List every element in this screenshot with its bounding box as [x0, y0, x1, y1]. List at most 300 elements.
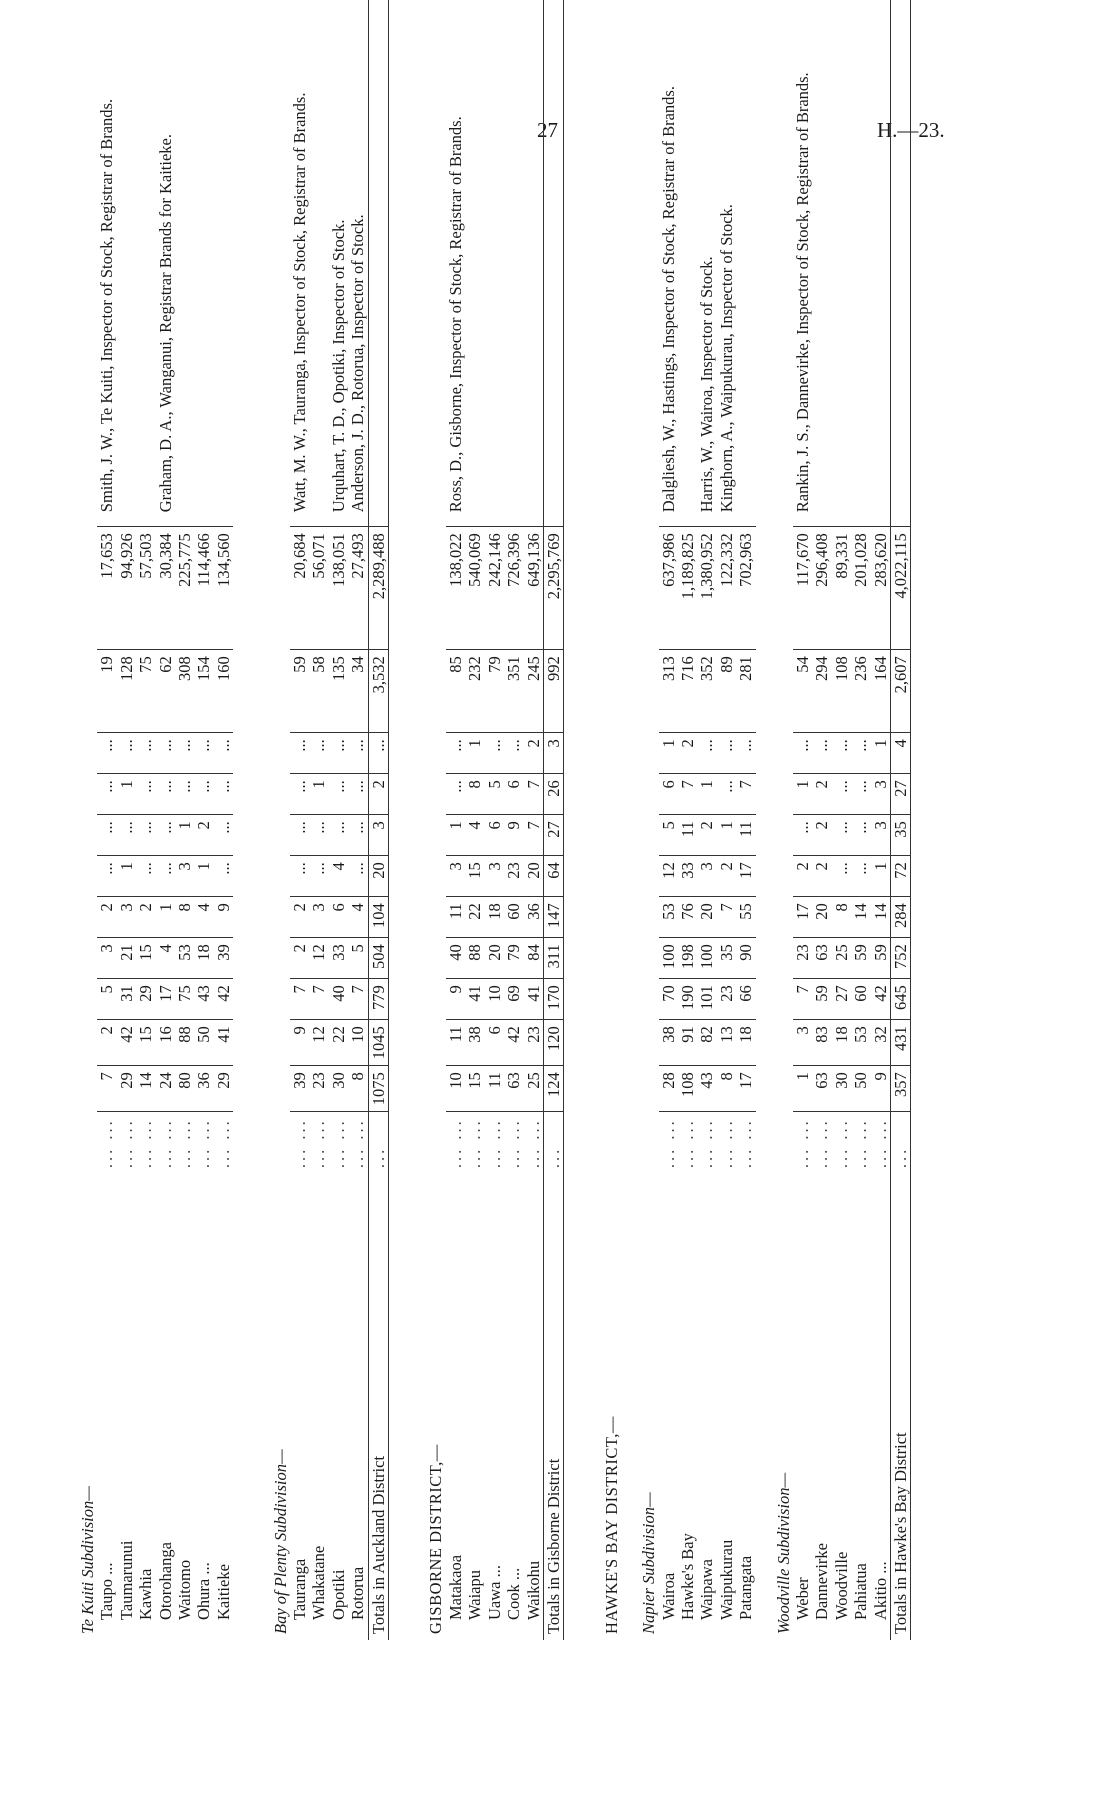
inspector-empty	[678, 0, 697, 527]
leader-dots: ... ...	[736, 1118, 756, 1169]
count-cell: 6	[504, 774, 523, 815]
count-cell: 4	[156, 938, 175, 979]
count-cell: 59	[871, 938, 891, 979]
count-cell: ...	[697, 733, 716, 774]
count-cell: 29	[117, 1066, 136, 1112]
count-cell: ...	[446, 733, 465, 774]
count-cell: 1	[871, 733, 891, 774]
count-cell: ...	[832, 733, 851, 774]
count-cell: 80	[175, 1066, 194, 1112]
table-row	[678, 0, 697, 1640]
count-cell: 5	[97, 979, 116, 1020]
county-name: Akitio ...	[870, 1561, 890, 1620]
count-cell: 1045	[368, 1020, 388, 1066]
owners-total-cell: 236	[851, 650, 870, 733]
count-cell: 25	[524, 1066, 544, 1112]
count-cell: 91	[678, 1020, 697, 1066]
county-name: Cook ...	[504, 1567, 524, 1620]
count-cell: ...	[156, 856, 175, 897]
count-cell: 7	[717, 897, 736, 938]
count-cell: 12	[659, 856, 678, 897]
count-cell: 1	[156, 897, 175, 938]
sheep-total-cell: 94,926	[117, 527, 136, 650]
count-cell: ...	[832, 856, 851, 897]
count-cell: 10	[446, 1066, 465, 1112]
inspector-note: Ross, D., Gisborne, Inspector of Stock, Registrar of Brands.	[445, 116, 465, 513]
leader-dots: ... ...	[831, 1118, 851, 1169]
count-cell: 17	[156, 979, 175, 1020]
count-cell: 14	[871, 897, 891, 938]
county-name: Waikohu	[523, 1560, 543, 1620]
count-cell: 3	[871, 815, 891, 856]
count-cell: 752	[890, 938, 910, 979]
county-name: Taumarunui	[116, 1540, 136, 1620]
district-heading: GISBORNE DISTRICT,—	[426, 1444, 446, 1634]
count-cell: 431	[890, 1020, 910, 1066]
count-cell: 4	[329, 856, 348, 897]
count-cell: 11	[485, 1066, 504, 1112]
count-cell: 53	[851, 1020, 870, 1066]
count-cell: 15	[465, 1066, 484, 1112]
count-cell: ...	[348, 856, 368, 897]
inspector-empty	[194, 0, 213, 527]
table-row	[524, 0, 544, 1640]
subdivision-heading: Woodville Subdivision—	[773, 1472, 793, 1634]
count-cell: 3	[446, 856, 465, 897]
count-cell: 1	[659, 733, 678, 774]
count-cell: 2	[697, 815, 716, 856]
inspector-empty	[890, 0, 910, 527]
count-cell: 38	[465, 1020, 484, 1066]
count-cell: ...	[309, 815, 328, 856]
table-row	[290, 0, 309, 1640]
count-cell: 9	[446, 979, 465, 1020]
county-name: Dannevirke	[812, 1543, 832, 1620]
owners-total-cell: 79	[485, 650, 504, 733]
count-cell: 41	[214, 1020, 233, 1066]
count-cell: 27	[543, 815, 563, 856]
count-cell: 35	[890, 815, 910, 856]
owners-total-cell: 245	[524, 650, 544, 733]
inspector-empty	[175, 0, 194, 527]
leader-dots: ... ...	[155, 1118, 175, 1169]
owners-total-cell: 58	[309, 650, 328, 733]
count-cell: 3	[697, 856, 716, 897]
count-cell: ...	[97, 774, 116, 815]
count-cell: 2	[717, 856, 736, 897]
count-cell: 20	[697, 897, 716, 938]
count-cell: ...	[851, 733, 870, 774]
count-cell: 15	[465, 856, 484, 897]
sheep-total-cell: 138,022	[446, 527, 465, 650]
count-cell: 15	[136, 938, 155, 979]
leader-dots: ... ...	[677, 1118, 697, 1169]
count-cell: 11	[678, 815, 697, 856]
count-cell: 88	[465, 938, 484, 979]
sheep-total-cell: 296,408	[812, 527, 831, 650]
table-row	[736, 0, 755, 1640]
count-cell: 17	[736, 1066, 755, 1112]
count-cell: ...	[329, 774, 348, 815]
owners-total-cell: 164	[871, 650, 891, 733]
count-cell: 8	[717, 1066, 736, 1112]
count-cell: 53	[175, 938, 194, 979]
count-cell: 1	[117, 774, 136, 815]
owners-total-cell: 716	[678, 650, 697, 733]
count-cell: 16	[156, 1020, 175, 1066]
count-cell: ...	[717, 774, 736, 815]
count-cell: 3	[175, 856, 194, 897]
count-cell: 7	[678, 774, 697, 815]
count-cell: 32	[871, 1020, 891, 1066]
count-cell: ...	[832, 815, 851, 856]
sheep-total-cell: 117,670	[793, 527, 812, 650]
inspector-empty	[504, 0, 523, 527]
count-cell: 33	[678, 856, 697, 897]
count-cell: 3	[543, 733, 563, 774]
count-cell: ...	[290, 774, 309, 815]
count-cell: 59	[851, 938, 870, 979]
count-cell: ...	[136, 856, 155, 897]
count-cell: 11	[736, 815, 755, 856]
count-cell: 23	[717, 979, 736, 1020]
count-cell: 2	[194, 815, 213, 856]
count-cell: 42	[871, 979, 891, 1020]
count-cell: 84	[524, 938, 544, 979]
count-cell: 60	[851, 979, 870, 1020]
leader-dots: ... ...	[445, 1118, 465, 1169]
count-cell: 59	[812, 979, 831, 1020]
count-cell: 1075	[368, 1066, 388, 1112]
count-cell: 7	[290, 979, 309, 1020]
sheep-total-cell: 540,069	[465, 527, 484, 650]
county-name: Pahiatua	[851, 1563, 871, 1620]
inspector-note: Kinghorn, A., Waipukurau, Inspector of Stock.	[716, 204, 736, 513]
count-cell: ...	[156, 733, 175, 774]
owners-total-cell: 62	[156, 650, 175, 733]
county-name: Waiapu	[465, 1570, 485, 1620]
inspector-empty	[851, 0, 870, 527]
count-cell: ...	[175, 733, 194, 774]
count-cell: ...	[117, 733, 136, 774]
leader-dots: ...	[890, 1112, 910, 1174]
sheep-total-cell: 114,466	[194, 527, 213, 650]
owners-total-cell: 351	[504, 650, 523, 733]
owners-total-cell: 294	[812, 650, 831, 733]
count-cell: 3	[97, 938, 116, 979]
count-cell: 23	[524, 1020, 544, 1066]
count-cell: 9	[214, 897, 233, 938]
count-cell: ...	[156, 815, 175, 856]
table-row	[871, 0, 891, 1640]
count-cell: 3	[117, 897, 136, 938]
count-cell: 82	[697, 1020, 716, 1066]
count-cell: 2	[368, 774, 388, 815]
count-cell: 2	[678, 733, 697, 774]
count-cell: 357	[890, 1066, 910, 1112]
count-cell: 13	[717, 1020, 736, 1066]
count-cell: 2	[136, 897, 155, 938]
inspector-empty	[812, 0, 831, 527]
count-cell: 42	[117, 1020, 136, 1066]
table-row	[504, 0, 523, 1640]
owners-total-cell: 308	[175, 650, 194, 733]
count-cell: ...	[348, 815, 368, 856]
owners-total-cell: 160	[214, 650, 233, 733]
table-row	[832, 0, 851, 1640]
count-cell: 2	[290, 897, 309, 938]
count-cell: 33	[329, 938, 348, 979]
leader-dots: ... ...	[290, 1118, 310, 1169]
count-cell: 100	[697, 938, 716, 979]
county-name: Kawhia	[136, 1568, 156, 1620]
count-cell: 3	[871, 774, 891, 815]
inspector-empty	[871, 0, 891, 527]
count-cell: 36	[194, 1066, 213, 1112]
owners-total-cell: 154	[194, 650, 213, 733]
inspector-empty	[832, 0, 851, 527]
document-code: H.—23.	[877, 118, 945, 142]
sheep-total-cell: 27,493	[348, 527, 368, 650]
county-name: Kaitieke	[213, 1564, 233, 1620]
leader-dots: ... ...	[213, 1118, 233, 1169]
count-cell: 504	[368, 938, 388, 979]
count-cell: 11	[446, 1020, 465, 1066]
page-number: 27	[537, 118, 558, 142]
count-cell: 7	[524, 815, 544, 856]
sheep-total-cell: 134,560	[214, 527, 233, 650]
county-name: Waipawa	[697, 1559, 717, 1620]
count-cell: 2	[812, 815, 831, 856]
count-cell: 7	[524, 774, 544, 815]
count-cell: 1	[175, 815, 194, 856]
subdivision-row	[756, 0, 793, 1640]
count-cell: 2	[524, 733, 544, 774]
leader-dots: ... ...	[870, 1118, 890, 1169]
count-cell: 104	[368, 897, 388, 938]
count-cell: ...	[329, 815, 348, 856]
count-cell: 3	[309, 897, 328, 938]
county-name: Wairoa	[658, 1572, 678, 1620]
count-cell: 2	[793, 856, 812, 897]
leader-dots: ... ...	[97, 1118, 117, 1169]
count-cell: 10	[348, 1020, 368, 1066]
count-cell: 12	[309, 938, 328, 979]
inspector-empty	[309, 0, 328, 527]
count-cell: 10	[485, 979, 504, 1020]
count-cell: 1	[194, 856, 213, 897]
inspector-note: Rankin, J. S., Dannevirke, Inspector of Stock, Registrar of Brands.	[792, 72, 812, 513]
count-cell: 4	[348, 897, 368, 938]
count-cell: 29	[136, 979, 155, 1020]
count-cell: 4	[465, 815, 484, 856]
count-cell: 1	[717, 815, 736, 856]
count-cell: 72	[890, 856, 910, 897]
count-cell: 2	[812, 774, 831, 815]
count-cell: ...	[504, 733, 523, 774]
county-name: Weber	[792, 1577, 812, 1620]
count-cell: ...	[97, 856, 116, 897]
owners-total-cell: 34	[348, 650, 368, 733]
count-cell: 9	[290, 1020, 309, 1066]
count-cell: ...	[214, 815, 233, 856]
leader-dots: ... ...	[465, 1118, 485, 1169]
sheep-total-cell: 702,963	[736, 527, 755, 650]
count-cell: 38	[659, 1020, 678, 1066]
inspector-note: Graham, D. A., Wanganui, Registrar Brands for Kaitieke.	[155, 134, 175, 513]
district-row	[584, 0, 621, 1640]
leader-dots: ... ...	[697, 1118, 717, 1169]
owners-total-cell: 54	[793, 650, 812, 733]
count-cell: 50	[851, 1066, 870, 1112]
sheep-total-cell: 242,146	[485, 527, 504, 650]
sheep-total-cell: 138,051	[329, 527, 348, 650]
count-cell: 60	[504, 897, 523, 938]
count-cell: ...	[136, 733, 155, 774]
count-cell: 50	[194, 1020, 213, 1066]
count-cell: 2	[97, 1020, 116, 1066]
subdivision-row	[60, 0, 97, 1640]
total-row	[890, 0, 910, 1640]
count-cell: ...	[290, 856, 309, 897]
owners-total-cell: 59	[290, 650, 309, 733]
count-cell: 2	[97, 897, 116, 938]
count-cell: 14	[136, 1066, 155, 1112]
count-cell: 108	[678, 1066, 697, 1112]
count-cell: 311	[543, 938, 563, 979]
count-cell: 70	[659, 979, 678, 1020]
table-row	[175, 0, 194, 1640]
county-name: Ohura ...	[194, 1562, 214, 1620]
inspector-note: Watt, M. W., Tauranga, Inspector of Stock, Registrar of Brands.	[290, 92, 310, 513]
county-name: Uawa ...	[484, 1565, 504, 1620]
count-cell: 9	[871, 1066, 891, 1112]
count-cell: 64	[543, 856, 563, 897]
leader-dots: ...	[368, 1112, 388, 1174]
leader-dots: ... ...	[309, 1118, 329, 1169]
count-cell: ...	[348, 733, 368, 774]
leader-dots: ... ...	[484, 1118, 504, 1169]
inspector-empty	[736, 0, 755, 527]
sheep-total-cell: 1,380,952	[697, 527, 716, 650]
table-row	[812, 0, 831, 1640]
sheep-total-cell: 637,986	[659, 527, 678, 650]
count-cell: ...	[812, 733, 831, 774]
leader-dots: ... ...	[328, 1118, 348, 1169]
owners-total-cell: 128	[117, 650, 136, 733]
inspector-empty	[465, 0, 484, 527]
count-cell: 14	[851, 897, 870, 938]
count-cell: 5	[348, 938, 368, 979]
count-cell: 28	[659, 1066, 678, 1112]
count-cell: ...	[793, 733, 812, 774]
table-row	[329, 0, 348, 1640]
count-cell: ...	[290, 815, 309, 856]
leader-dots: ... ...	[851, 1118, 871, 1169]
count-cell: 100	[659, 938, 678, 979]
owners-total-cell: 281	[736, 650, 755, 733]
table-row	[793, 0, 812, 1640]
count-cell: 147	[543, 897, 563, 938]
count-cell: 31	[117, 979, 136, 1020]
table-row	[485, 0, 504, 1640]
count-cell: ...	[194, 733, 213, 774]
spacer-row	[389, 0, 409, 1640]
count-cell: 39	[290, 1066, 309, 1112]
count-cell: 66	[736, 979, 755, 1020]
inspector-empty	[214, 0, 233, 527]
count-cell: ...	[214, 733, 233, 774]
total-label: Totals in Hawke's Bay District	[890, 1174, 910, 1640]
count-cell: 1	[697, 774, 716, 815]
count-cell: 63	[812, 938, 831, 979]
table-row	[851, 0, 870, 1640]
count-cell: ...	[851, 815, 870, 856]
count-cell: 21	[117, 938, 136, 979]
count-cell: 5	[659, 815, 678, 856]
inspector-empty	[136, 0, 155, 527]
sheep-total-cell: 283,620	[871, 527, 891, 650]
count-cell: 1	[793, 1066, 812, 1112]
sheep-total-cell: 20,684	[290, 527, 309, 650]
count-cell: 170	[543, 979, 563, 1020]
count-cell: 25	[832, 938, 851, 979]
count-cell: 17	[736, 856, 755, 897]
leader-dots: ... ...	[504, 1118, 524, 1169]
count-cell: 4	[890, 733, 910, 774]
count-cell: 6	[485, 1020, 504, 1066]
count-cell: 22	[329, 1020, 348, 1066]
owners-total-cell: 135	[329, 650, 348, 733]
count-cell: 101	[697, 979, 716, 1020]
count-cell: 23	[309, 1066, 328, 1112]
count-cell: 26	[543, 774, 563, 815]
table-row	[348, 0, 368, 1640]
inspector-note: Urquhart, T. D., Opotiki, Inspector of Stock.	[328, 219, 348, 513]
count-cell: 7	[793, 979, 812, 1020]
count-cell: 23	[504, 856, 523, 897]
count-cell: 20	[524, 856, 544, 897]
owners-total-cell: 75	[136, 650, 155, 733]
count-cell: 15	[136, 1020, 155, 1066]
owners-total-cell: 352	[697, 650, 716, 733]
count-cell: ...	[97, 815, 116, 856]
inspector-note: Smith, J. W., Te Kuiti, Inspector of Stock, Registrar of Brands.	[97, 98, 117, 513]
count-cell: ...	[309, 856, 328, 897]
count-cell: ...	[290, 733, 309, 774]
count-cell: 35	[717, 938, 736, 979]
count-cell: ...	[136, 774, 155, 815]
owners-total-cell: 992	[543, 650, 563, 733]
count-cell: 27	[890, 774, 910, 815]
count-cell: 83	[812, 1020, 831, 1066]
count-cell: ...	[736, 733, 755, 774]
total-row	[368, 0, 388, 1640]
count-cell: ...	[309, 733, 328, 774]
count-cell: 8	[465, 774, 484, 815]
count-cell: 2	[290, 938, 309, 979]
county-name: Matakaoa	[445, 1554, 465, 1620]
count-cell: ...	[329, 733, 348, 774]
inspector-empty	[524, 0, 544, 527]
county-name: Tauranga	[290, 1558, 310, 1620]
county-name: Waitomo	[175, 1559, 195, 1620]
count-cell: 63	[504, 1066, 523, 1112]
count-cell: 24	[156, 1066, 175, 1112]
sheep-total-cell: 726,396	[504, 527, 523, 650]
table-row	[117, 0, 136, 1640]
county-name: Opotiki	[328, 1569, 348, 1620]
